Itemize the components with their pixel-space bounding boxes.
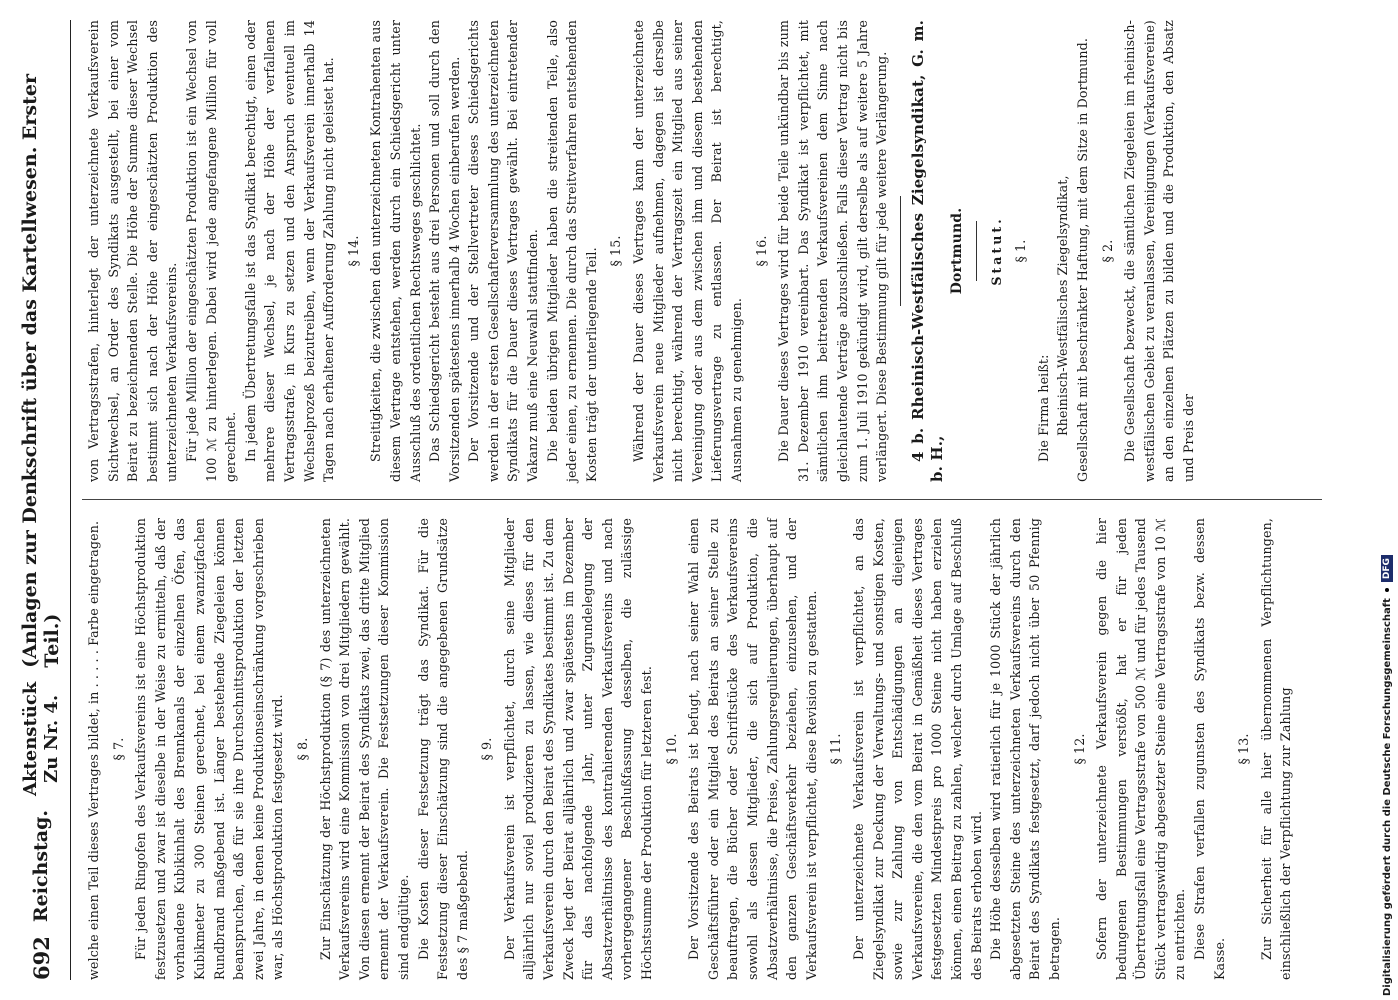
paragraph: In jedem Übertretungsfalle ist das Syndikat berechtigt, einen oder mehrere dieser Wechsel, je nach der Höhe der verfallenen Vertragsstrafe, in Kurs zu setzen und den Anspruch eventuell im Wechselprozeß beizutreiben, wenn der Verkaufsverein innerhalb 14 Tagen nach erhaltener Aufforderung Zahlung nicht geleistet hat. — [242, 20, 337, 482]
section-heading: § 1. — [1013, 239, 1029, 263]
short-divider — [976, 221, 977, 281]
section-heading: § 16. — [753, 235, 769, 267]
section-heading: § 11. — [828, 733, 844, 765]
paragraph: Diese Strafen verfallen zugunsten des Syndikats bezw. dessen Kasse. — [1192, 518, 1227, 980]
section-heading: § 13. — [1236, 733, 1252, 765]
paragraph: welche einen Teil dieses Vertrages bildet, in . . . . . Farbe eingetragen. — [86, 520, 101, 980]
company-name: Rheinisch-Westfälisches Ziegelsyndikat, — [1055, 175, 1071, 436]
paragraph: Zur Einschätzung der Höchstproduktion (§ 7) des unterzeichneten Verkaufsvereins wird eine Kommission von drei Mitgliedern gewählt. Von diesen ernennt der Beirat des Syndikats zwei, das dritte Mitglied ernennt der Verkaufsverein. Die Festsetzungen dieser Kommission sind endgültige. — [317, 518, 411, 980]
section-heading: § 14. — [345, 235, 361, 267]
bullet-icon — [1385, 588, 1389, 592]
paragraph: Für jede Million der eingeschätzten Produktion ist ein Wechsel von 100 ℳ zu hinterlegen. Dabei wird jede angefangene Million für voll gerechnet. — [183, 20, 239, 482]
section-heading: § 2. — [1099, 239, 1115, 263]
section-heading: § 8. — [294, 737, 310, 761]
paragraph: Die Dauer dieses Vertrages wird für beide Teile unkündbar bis zum 31. Dezember 1910 vereinbart. Das Syndikat ist verpflichtet, mit sämtlichen ihm beitretenden Verkaufsvereinen dem Sinne nach gleichlautende Verträge abzuschließen. Falls dieser Vertrag nicht bis zum 1. Juli 1910 gekündigt wird, gilt derselbe als auf weitere 5 Jahre verlängert. Diese Bestimmung gilt für jede weitere Verlängerung. — [776, 20, 890, 482]
paragraph: Das Schiedsgericht besteht aus drei Personen und soll durch den Vorsitzenden spätestens innerhalb 4 Wochen einberufen werden. — [427, 20, 462, 482]
paragraph: Für jeden Ringofen des Verkaufsvereins ist eine Höchstproduktion festzusetzen und zwar ist dieselbe in der Weise zu ermitteln, daß der vorhandene Kubikinhalt des Brennkanals der einzelnen Öfen, das Kubikmeter zu 300 Steinen gerechnet, bei einem zwanzigfachen Rundbrand maßgebend ist. Länger bestehende Ziegeleien können beanspruchen, daß für sie ihre Durchschnittsproduktion der letzten zwei Jahre, in denen keine Produktionseinschränkung vorgeschrieben war, als Höchstproduktion festgesetzt wird. — [133, 518, 286, 980]
paragraph: Die Firma heißt: — [1035, 354, 1051, 462]
paragraph: Der Verkaufsverein ist verpflichtet, durch seine Mitglieder alljährlich nur soviel produzieren zu lassen, wie dieses für den Verkaufsverein durch den Beirat des Syndikates bestimmt ist. Zu dem Zweck legt der Beirat alljährlich und zwar spätestens im Dezember für das nachfolgende Jahr, unter Zugrundelegung der Absatzverhältnisse des kontrahierenden Verkaufsvereins und nach vorhergegangener Beschlußfassung desselben, die zulässige Höchstsumme der Produktion für letzteren fest. — [501, 518, 655, 980]
paragraph: Die beiden übrigen Mitglieder haben die streitenden Teile, also jeder einen, zu ernennen. Die durch das Streitverfahren entstehenden Kosten trägt der unterliegende Teil. — [544, 20, 599, 482]
section-heading: § 12. — [1071, 733, 1087, 765]
paragraph: Der Vorsitzende und der Stellvertreter dieses Schiedsgerichts werden in der ersten Gesellschafterversammlung des unterzeichneten Syndikats für die Dauer dieses Vertrages gewählt. Bei eintretender Vakanz muß eine Neuwahl stattfinden. — [466, 20, 541, 482]
page-number: 692 — [28, 936, 54, 980]
paragraph: Während der Dauer dieses Vertrages kann der unterzeichnete Verkaufsverein neue Mitglieder aufnehmen, dagegen ist derselbe nicht berechtigt, während der Vertragszeit ein Mitglied aus seiner Vereinigung oder aus dem zwischen ihm und diesem bestehenden Lieferungsvertrage zu entlassen. Der Beirat ist berechtigt, Ausnahmen zu genehmigen. — [631, 20, 744, 482]
document-heading-place: Dortmund. — [948, 207, 965, 295]
paragraph: Die Höhe desselben wird ratierlich für je 1000 Stück der jährlich abgesetzten Steine des unterzeichneten Verkaufsvereins durch den Beirat des Syndikats festgesetzt, darf jedoch nicht über 50 Pfennig betragen. — [988, 518, 1062, 980]
document-heading: 4 b. Rheinisch-Westfälisches Ziegelsyndikat, G. m. b. H., — [908, 20, 947, 482]
paragraph: Gesellschaft mit beschränkter Haftung, mit dem Sitze in Dortmund. — [1074, 37, 1090, 482]
paragraph: Der Vorsitzende des Beirats ist befugt, nach seiner Wahl einen Geschäftsführer oder ein Mitglied des Beirats an seiner Stelle zu beauftragen, die Bücher oder Schriftstücke des Verkaufsvereins sowohl als dessen Mitglieder, die sich auf Produktion, die Absatzverhältnisse, die Preise, Zahlungsregulierungen, überhaupt auf den ganzen Geschäftsverkehr beziehen, einzusehen, und der Verkaufsverein ist verpflichtet, diese Revision zu gestatten. — [686, 518, 819, 980]
section-heading: § 10. — [663, 733, 679, 765]
paragraph: Streitigkeiten, die zwischen den unterzeichneten Kontrahenten aus diesem Vertrage entstehen, werden durch ein Schiedsgericht unter Ausschluß des ordentlichen Rechtsweges geschlichtet. — [368, 20, 423, 482]
header-left-title: Reichstag. — [30, 809, 52, 923]
header-right-title: (Anlagen zur Denkschrift über das Kartellwesen. Erster Teil.) — [19, 74, 63, 668]
paragraph: Zur Sicherheit für alle hier übernommenen Verpflichtungen, einschließlich der Verpflichtung zur Zahlung — [1258, 518, 1294, 980]
digitization-credit — [1354, 6, 1393, 996]
right-column — [84, 20, 1324, 482]
paragraph: von Vertragsstrafen, hinterlegt der unterzeichnete Verkaufsverein Sichtwechsel, an Order des Syndikats ausgestellt, bei einer vom Beirat zu bezeichnenden Stelle. Die Höhe der Summe dieser Wechsel bestimmt sich nach der Höhe der eingeschätzten Produktion des unterzeichneten Verkaufsvereins. — [86, 20, 180, 482]
rotated-document-page — [12, 20, 1332, 980]
credit-text: Digitalisierung gefördert durch die Deutsche Forschungsgemeinschaft — [1381, 598, 1393, 996]
column-divider — [82, 499, 1322, 500]
paragraph: Die Gesellschaft bezweckt, die sämtlichen Ziegeleien im rheinisch-westfälischen Gebiet zu veranlassen, Vereinigungen (Verkaufsvereine) an den einzelnen Plätzen zu bilden und die Produktion, den Absatz und Preis der — [1122, 20, 1196, 482]
dfg-logo: DFG — [1381, 555, 1393, 582]
paragraph: Sofern der unterzeichnete Verkaufsverein gegen die hier bedungenen Bestimmungen verstößt, hat er für jeden Übertretungsfall eine Vertragsstrafe von 500 ℳ und für jedes Tausend Stück vertragswidrig abgesetzter Steine eine Vertragsstrafe von 10 ℳ zu entrichten. — [1094, 518, 1188, 980]
paragraph: Der unterzeichnete Verkaufsverein ist verpflichtet, an das Ziegelsyndikat zur Deckung der Verwaltungs- und sonstigen Kosten, sowie zur Zahlung von Entschädigungen an diejenigen Verkaufsvereine, die den vom Beirat in Gemäßheit dieses Vertrages festgesetzten Mindestpreis pro 1000 Steine nicht haben erzielen können, einen Beitrag zu zahlen, welcher durch Umlage auf Beschluß des Beirats erhoben wird. — [850, 518, 984, 980]
paragraph: Die Kosten dieser Festsetzung trägt das Syndikat. Für die Festsetzung dieser Einschätzung sind die angegebenen Grundsätze des § 7 maßgebend. — [415, 518, 470, 980]
section-heading: § 7. — [110, 737, 126, 761]
section-heading: § 15. — [608, 235, 624, 267]
section-divider — [900, 196, 901, 306]
left-column — [84, 518, 1324, 980]
statute-heading: Statut. — [988, 216, 1004, 286]
page-header — [12, 20, 71, 980]
header-center-title: Aktenstück Zu Nr. 4. — [20, 681, 62, 796]
section-heading: § 9. — [479, 737, 495, 761]
